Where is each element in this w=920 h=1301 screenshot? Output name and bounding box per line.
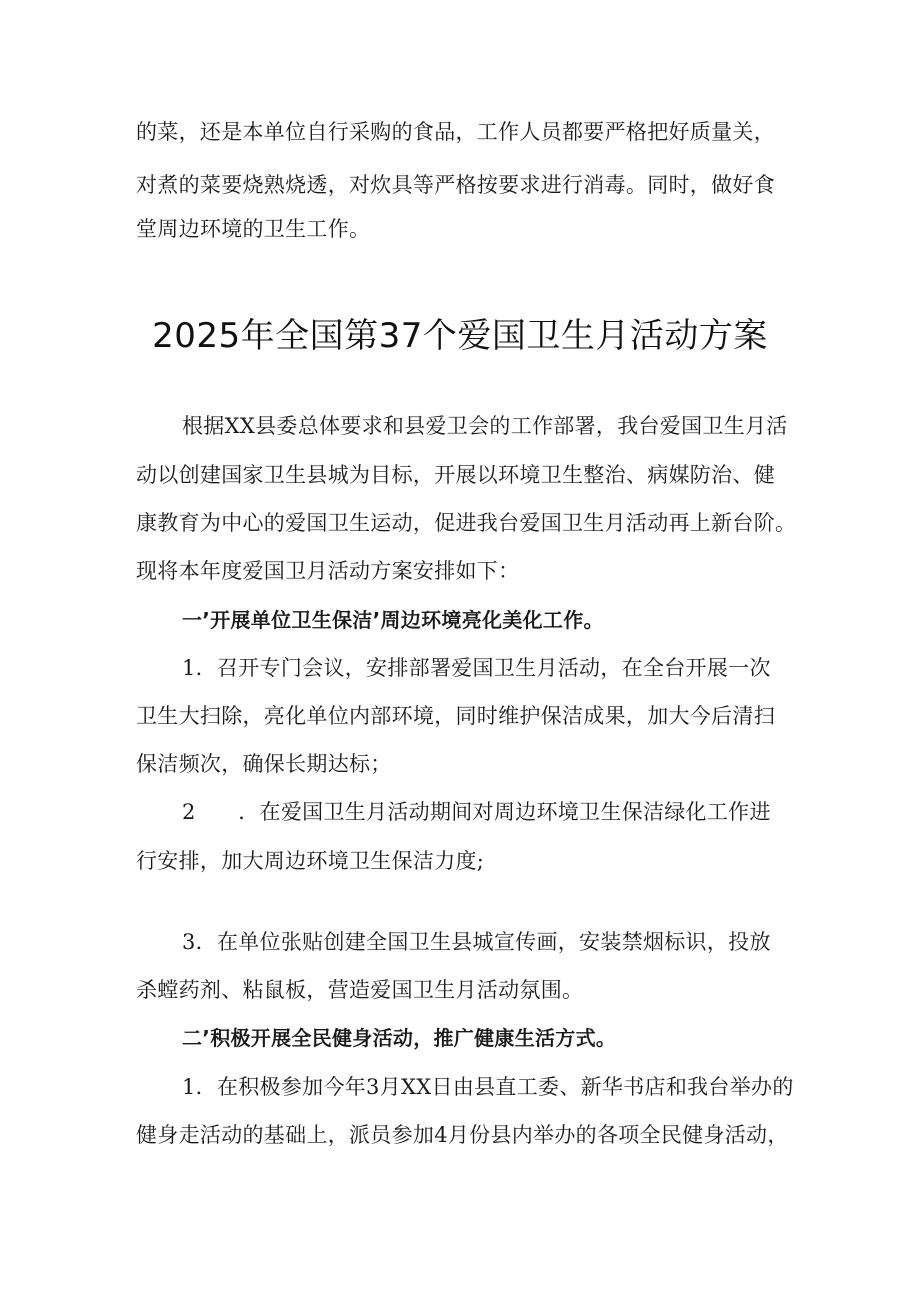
section-heading-1: 一’开展单位卫生保洁’周边环境亮化美化工作。: [182, 608, 604, 632]
item1-line-2: 卫生大扫除，亮化单位内部环境，同时维护保洁成果，加大今后清扫: [136, 704, 775, 728]
document-title: 2025年全国第37个爱国卫生月活动方案: [152, 316, 768, 356]
para1-line-3: 康教育为中心的爱国卫生运动，促进我台爱国卫生月活动再上新台阶。: [136, 511, 797, 535]
intro-line-3: 堂周边环境的卫生工作。: [136, 217, 371, 241]
item2-line-1: 2 ．在爱国卫生月活动期间对周边环境卫生保洁绿化工作进: [182, 800, 771, 824]
item3-line-2: 杀螳药剂、粘鼠板，营造爱国卫生月活动氛围。: [136, 978, 584, 1002]
para1-line-4: 现将本年度爱国卫月活动方案安排如下：: [136, 559, 520, 583]
para1-line-1: 根据XX县委总体要求和县爱卫会的工作部署，我台爱国卫生月活: [182, 414, 788, 438]
intro-line-1: 的菜，还是本单位自行采购的食品，工作人员都要严格把好质量关，: [136, 120, 775, 144]
item1-line-3: 保洁频次，确保长期达标；: [136, 752, 392, 776]
para1-line-2: 动以创建国家卫生县城为目标，开展以环境卫生整治、病媒防治、健: [136, 463, 775, 487]
intro-line-2: 对煮的菜要烧熟烧透，对炊具等严格按要求进行消毒。同时，做好食: [136, 173, 775, 197]
section-heading-2: 二’积极开展全民健身活动，推广健康生活方式。: [182, 1026, 617, 1050]
item4-line-1: 1．在积极参加今年3月XX日由县直工委、新华书店和我台举办的: [182, 1075, 794, 1099]
item2-line-2: 行安排，加大周边环境卫生保洁力度;: [136, 849, 485, 873]
item1-line-1: 1．召开专门会议，安排部署爱国卫生月活动，在全台开展一次: [182, 656, 771, 680]
item3-line-1: 3．在单位张贴创建全国卫生县城宣传画，安装禁烟标识，投放: [182, 930, 771, 954]
item4-line-2: 健身走活动的基础上，派员参加4月份县内举办的各项全民健身活动，: [136, 1123, 789, 1147]
